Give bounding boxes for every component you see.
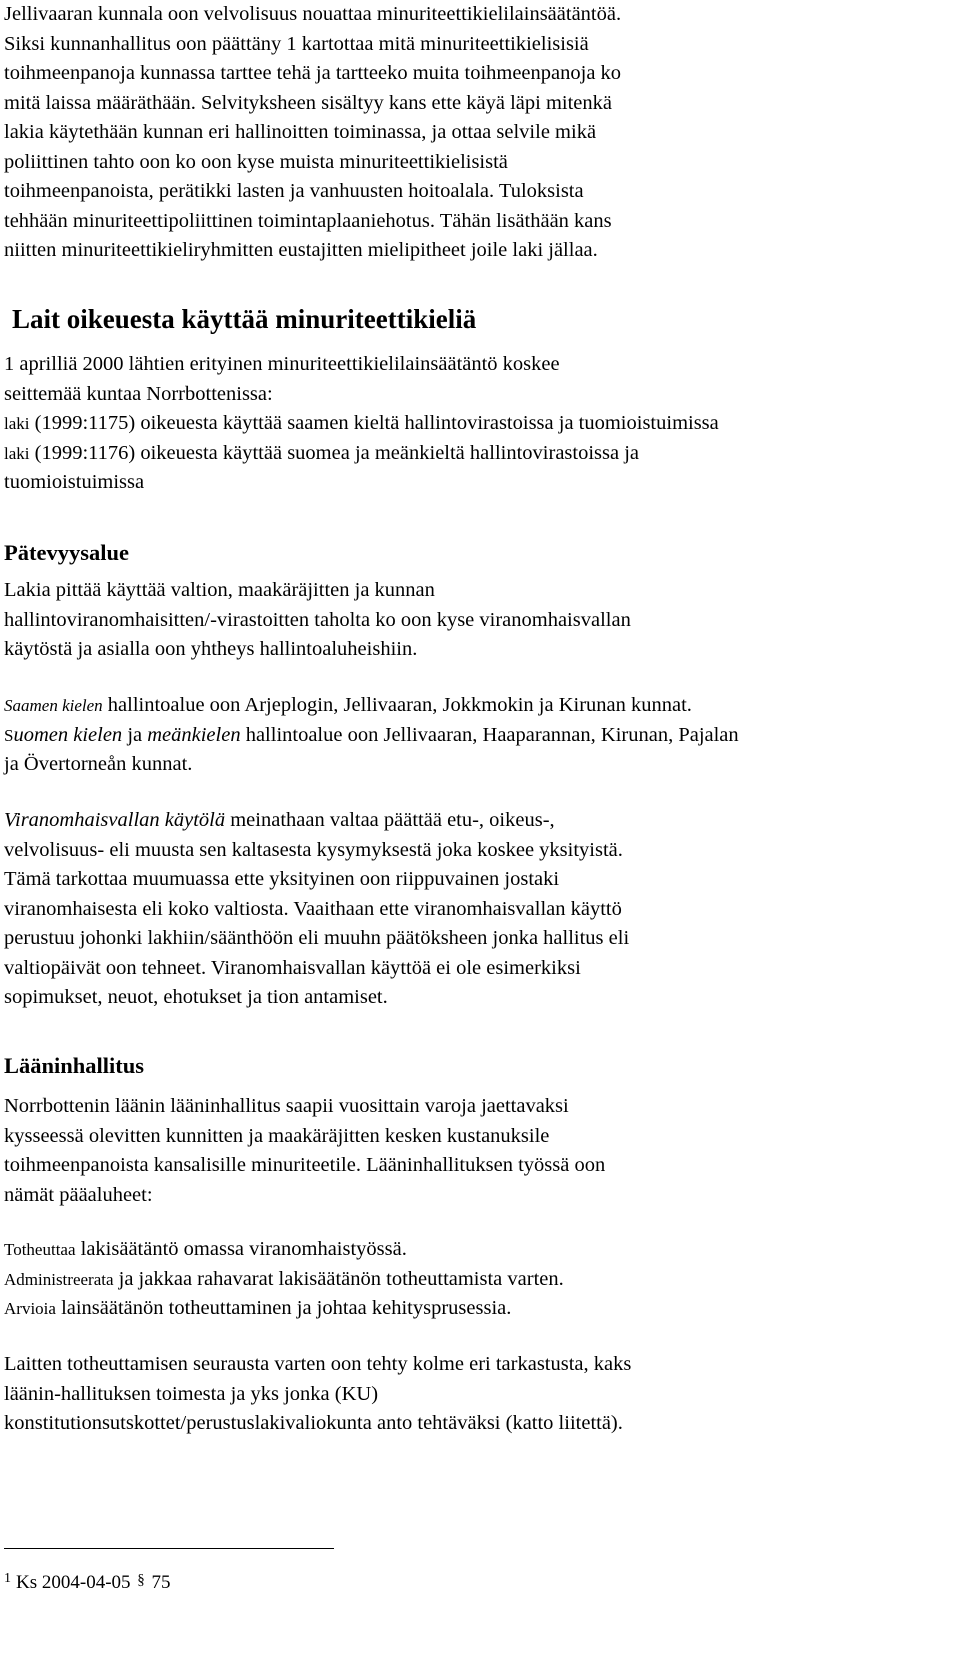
county-paragraph (4, 1092, 944, 1210)
laws-paragraph (4, 350, 944, 498)
saami-text: hallintoalue oon Arjeplogin, Jellivaaran, Jokkmokin ja Kirunan kunnat. (102, 694, 692, 716)
areas-paragraph (4, 691, 944, 780)
intro-line: mitä laissa määräthään. Selvityksheen sisältyy kans ette käyä läpi mitenkä (4, 91, 612, 114)
footnote-number: 75 (151, 1572, 171, 1593)
footnote (4, 1566, 171, 1596)
followup-line: läänin-hallituksen toimesta ja yks jonka (KU) (4, 1382, 379, 1405)
authority-term: Viranomhaisvallan käytölä (4, 809, 226, 831)
finnish-joiner: ja (122, 723, 148, 746)
law-2 (4, 439, 944, 469)
authority-text: meinathaan valtaa päättää etu-, oikeus-, (225, 809, 555, 831)
scope-paragraph (4, 576, 944, 665)
law-2-text: (1999:1176) oikeuesta käyttää suomea ja meänkieltä hallintovirastoissa ja (29, 441, 640, 464)
section-heading-scope: Pätevyysalue (4, 540, 129, 565)
section-heading-laws: Lait oikeuesta käyttää minuriteettikieliä (12, 304, 477, 334)
authority-line: viranomhaisesta eli koko valtiosta. Vaaithaan ette viranomhaisvallan käyttö (4, 897, 622, 920)
law-1 (4, 409, 944, 439)
section-heading-county: Lääninhallitus (4, 1053, 145, 1078)
task-verb: Totheuttaa (4, 1240, 76, 1259)
laws-line: seittemää kuntaa Norrbottenissa: (4, 382, 273, 405)
finnish-area-continued: ja Övertorneån kunnat. (4, 753, 193, 775)
intro-line: niitten minuriteettikieliryhmitten eustajitten mielipitheet joile laki jällaa. (4, 239, 598, 261)
saami-term: Saamen kielen (4, 696, 103, 715)
laws-line: 1 aprilliä 2000 lähtien erityinen minuriteettikielilainsäätäntö koskee (4, 353, 560, 375)
intro-line: poliittinen tahto oon ko oon kyse muista minuriteettikielisistä (4, 150, 508, 173)
task-verb: Administreerata (4, 1269, 114, 1289)
law-2-continued: tuomioistuimissa (4, 471, 145, 493)
footnote-mark: 1 (4, 1571, 11, 1586)
authority-line: sopimukset, neuot, ehotukset ja tion antamiset. (4, 986, 388, 1008)
footnote-separator (4, 1548, 334, 1549)
saami-area-line (4, 691, 944, 721)
intro-line: lakia käytethään kunnan eri hallinoitten toiminassa, ja ottaa selvile mikä (4, 121, 597, 143)
authority-line (4, 806, 944, 836)
intro-line: toihmeenpanoista, perätikki lasten ja vanhuusten hoitoalala. Tuloksista (4, 180, 584, 202)
task-text: ja jakkaa rahavarat lakisäätänön totheuttamista varten. (113, 1267, 564, 1290)
county-line: toihmeenpanoista kansalisille minuriteetile. Lääninhallituksen työssä oon (4, 1154, 606, 1176)
authority-line: velvolisuus- eli muusta sen kaltasesta kysymyksestä joka koskee yksityistä. (4, 838, 623, 861)
scope-line: käytöstä ja asialla oon yhtheys hallintoaluheishiin. (4, 638, 418, 660)
law-1-text: (1999:1175) oikeuesta käyttää saamen kieltä hallintovirastoissa ja tuomioistuimissa (29, 412, 719, 434)
footnote-text: Ks 2004-04-05 (16, 1572, 131, 1593)
intro-line: toihmeenpanoja kunnassa tarttee tehä ja tartteeko muita toihmeenpanoja ko (4, 62, 622, 84)
finnish-term: uomen kielen (13, 723, 123, 746)
task-text: lakisäätäntö omassa viranomhaistyössä. (75, 1238, 407, 1260)
followup-paragraph (4, 1350, 944, 1439)
followup-line: konstitutionsutskottet/perustuslakivaliokunta anto tehtäväksi (katto liitettä). (4, 1412, 623, 1434)
finnish-term-initial: S (4, 725, 14, 745)
section-symbol: § (137, 1572, 145, 1588)
intro-paragraph (4, 0, 944, 266)
authority-line: Tämä tarkottaa muumuassa ette yksityinen oon riippuvainen jostaki (4, 868, 560, 890)
meankieli-term: meänkielen (147, 723, 241, 746)
authority-line: perustuu johonki lakhiin/säänthöön eli muuhn päätöksheen jonka hallitus eli (4, 927, 630, 949)
scope-line: Lakia pittää käyttää valtion, maakäräjitten ja kunnan (4, 579, 435, 601)
followup-line: Laitten totheuttamisen seurausta varten oon tehty kolme eri tarkastusta, kaks (4, 1353, 632, 1375)
finnish-text: hallintoalue oon Jellivaaran, Haaparannan, Kirunan, Pajalan (240, 723, 739, 746)
county-line: Norrbottenin läänin lääninhallitus saapii vuosittain varoja jaettavaksi (4, 1095, 569, 1117)
tasks-list (4, 1235, 944, 1324)
intro-line: Jellivaaran kunnala oon velvolisuus nouattaa minuriteettikielilainsäätäntöä. (4, 3, 622, 25)
task-item (4, 1294, 944, 1324)
intro-line: Siksi kunnanhallitus oon päättäny 1 kartottaa mitä minuriteettikielisisiä (4, 32, 589, 55)
authority-line: valtiopäivät oon tehneet. Viranomhaisvallan käyttöä ei ole esimerkiksi (4, 956, 581, 979)
law-2-prefix: laki (4, 443, 30, 463)
intro-line: tehhään minuriteettipoliittinen toimintaplaaniehotus. Tähän lisäthään kans (4, 209, 612, 232)
authority-paragraph (4, 806, 944, 1013)
county-line: nämät pääaluheet: (4, 1183, 153, 1206)
county-line: kysseessä olevitten kunnitten ja maakäräjitten kesken kustanuksile (4, 1124, 550, 1147)
law-1-prefix: laki (4, 414, 30, 433)
task-text: lainsäätänön totheuttaminen ja johtaa kehitysprusessia. (55, 1297, 512, 1319)
scope-line: hallintoviranomhaisitten/-virastoitten taholta ko oon kyse viranomhaisvallan (4, 608, 631, 631)
task-item (4, 1235, 944, 1265)
finnish-area-line (4, 721, 944, 751)
task-item (4, 1265, 944, 1295)
task-verb: Arvioia (4, 1299, 56, 1318)
